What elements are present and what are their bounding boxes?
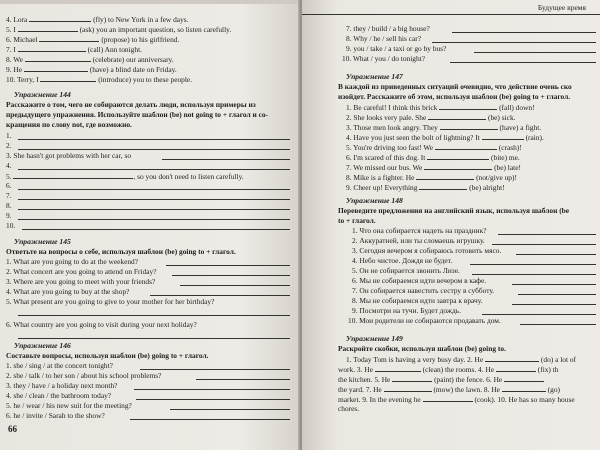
ex147-instr-2: изойдет. Расскажите об этом, используя шаблон (be) going to + глагол. xyxy=(338,92,571,101)
ex148-title: Упражнение 148 xyxy=(346,196,403,205)
ex147-item-2: 2. She looks very pale. She (be) sick. xyxy=(346,113,516,122)
ex147-item-3: 3. Those men look angry. They (have) a fight. xyxy=(346,123,542,132)
ex146-instr: Составьте вопросы, используя шаблон (be) going to + глагол. xyxy=(6,351,209,360)
ex144-instr-2: предыдущего упражнения. Используйте шаблон (be) not going to + глагол и со- xyxy=(6,110,269,119)
ex148-instr-2: to + глагол. xyxy=(338,216,376,225)
ex145-q4: 4. What are you going to buy at the shop? xyxy=(6,287,130,296)
ex143-item-5: 5. I (ask) you an important question, so listen carefully. xyxy=(6,25,232,34)
ex146-q9: 9. you / take / a taxi or go by bus? xyxy=(346,44,447,53)
ex147-item-9: 9. Cheer up! Everything (be) alright! xyxy=(346,183,505,192)
ex146-q2: 2. she / talk / to her son / about his school problems? xyxy=(6,371,162,380)
ex144-item-8: 8. xyxy=(6,201,12,210)
ex145-q1: 1. What are you going to do at the weekend? xyxy=(6,257,139,266)
ex146-q4: 4. she / clean / the bathroom today? xyxy=(6,391,112,400)
ex147-item-6: 6. I'm scared of this dog. It (bite) me. xyxy=(346,153,520,162)
ex144-title: Упражнение 144 xyxy=(14,90,71,99)
ex146-q3: 3. they / have / a holiday next month? xyxy=(6,381,118,390)
page-number: 66 xyxy=(8,424,17,434)
ex144-item-4: 4. xyxy=(6,161,12,170)
ex146-q8: 8. Why / he / sell his car? xyxy=(346,34,421,43)
ex144-item-6: 6. xyxy=(6,181,12,190)
ex145-q6: 6. What country are you going to visit during your next holiday? xyxy=(6,320,197,329)
ex148-item-5: 5. Он не собирается звонить Лизе. xyxy=(352,266,460,275)
ex148-item-7: 7. Он собирается навестить сестру в субботу. xyxy=(352,286,495,295)
ex146-q1: 1. she / sing / at the concert tonight? xyxy=(6,361,113,370)
running-head-title: Будущее время xyxy=(537,3,586,12)
ex145-q2: 2. What concert are you going to attend on Friday? xyxy=(6,267,157,276)
ex145-title: Упражнение 145 xyxy=(14,237,71,246)
ex147-item-8: 8. Mike is a fighter. He (not/give up)! xyxy=(346,173,517,182)
ex143-item-4: 4. Lora (fly) to New York in a few days. xyxy=(6,15,189,24)
ex148-item-2: 2. Аккуратней, или ты сломаешь игрушку. xyxy=(352,236,485,245)
ex146-q7: 7. they / build / a big house? xyxy=(346,24,430,33)
ex149-line-3: the kitchen. 5. He (paint) the fence. 6. He xyxy=(338,374,544,384)
ex148-item-6: 6. Мы не собираемся идти вечером в кафе. xyxy=(352,276,487,285)
ex148-item-9: 9. Посмотри на тучи. Будет дождь. xyxy=(352,306,462,315)
ex148-item-10: 10. Мои родители не собираются продавать дом. xyxy=(348,316,501,325)
ex144-item-7: 7. xyxy=(6,191,12,200)
ex147-title: Упражнение 147 xyxy=(346,72,403,81)
ex146-q6: 6. he / invite / Sarah to the show? xyxy=(6,411,105,420)
running-header xyxy=(302,0,600,17)
ex143-item-8: 8. We (celebrate) our anniversary. xyxy=(6,55,174,64)
ex148-item-1: 1. Что она собирается надеть на праздник? xyxy=(352,226,487,235)
ex144-item-5: 5. , so you don't need to listen carefully. xyxy=(6,172,244,181)
ex146-q10: 10. What / you / do tonight? xyxy=(342,54,426,63)
ex144-item-1: 1. xyxy=(6,131,12,140)
ex143-item-10: 10. Terry, I (introduce) you to these people. xyxy=(6,75,193,84)
ex145-q3: 3. Where are you going to meet with your friends? xyxy=(6,277,156,286)
right-page xyxy=(302,0,600,450)
ex148-item-8: 8. Мы не собираемся идти завтра к врачу. xyxy=(352,296,483,305)
ex148-item-3: 3. Сегодня вечером я собираюсь готовить мясо. xyxy=(352,246,502,255)
ex144-item-3: 3. She hasn't got problems with her car, so xyxy=(6,151,132,160)
ex147-item-1: 1. Be careful! I think this brick (fall) down! xyxy=(346,103,535,112)
ex149-line-1: 1. Today Tom is having a very busy day. 2. He (do) a lot of xyxy=(346,355,577,364)
ex145-instr: Ответьте на вопросы о себе, используя шаблон (be) going to + глагол. xyxy=(6,247,236,256)
ex143-item-9: 9. He (have) a blind date on Friday. xyxy=(6,65,177,74)
ex146-q5: 5. he / wear / his new suit for the meeting? xyxy=(6,401,132,410)
ex148-instr-1: Переведите предложения на английский язык, используя шаблон (be xyxy=(338,206,570,215)
ex144-instr-1: Расскажите о том, чего не собираются делать люди, используя примеры из xyxy=(6,100,256,109)
ex147-item-5: 5. You're driving too fast! We (crash)! xyxy=(346,143,522,152)
ex144-item-9: 9. xyxy=(6,211,12,220)
ex146-title: Упражнение 146 xyxy=(14,341,71,350)
ex143-item-7: 7. I (call) Ann tonight. xyxy=(6,45,142,54)
ex149-line-2: work. 3. He (clean) the rooms. 4. He (fix) th xyxy=(338,365,559,374)
ex144-item-10: 10. xyxy=(6,221,16,230)
ex148-item-4: 4. Небо чистое. Дождя не будет. xyxy=(352,256,453,265)
left-top-edge xyxy=(0,0,300,4)
ex147-item-7: 7. We missed our bus. We (be) late! xyxy=(346,163,521,172)
ex149-line-5: market. 9. In the evening he (cook). 10. He has so many house xyxy=(338,395,575,404)
ex145-q5: 5. What present are you going to give to your mother for her birthday? xyxy=(6,297,215,306)
ex147-instr-1: В каждой из приведенных ситуаций очевидно, что действие очень ско xyxy=(338,82,572,91)
ex143-item-6: 6. Michael (propose) to his girlfriend. xyxy=(6,35,180,44)
ex149-line-4: the yard. 7. He (mow) the lawn. 8. He (go) xyxy=(338,385,560,394)
ex144-instr-3: кращения по слову not, где возможно. xyxy=(6,120,132,129)
ex149-title: Упражнение 149 xyxy=(346,334,403,343)
ex147-item-4: 4. Have you just seen the bolt of lightning? It (rain). xyxy=(346,133,544,142)
ex149-line-6: chores. xyxy=(338,404,360,413)
ex144-item-2: 2. xyxy=(6,141,12,150)
ex149-instr: Раскройте скобки, используя шаблон (be) going to. xyxy=(338,344,506,353)
